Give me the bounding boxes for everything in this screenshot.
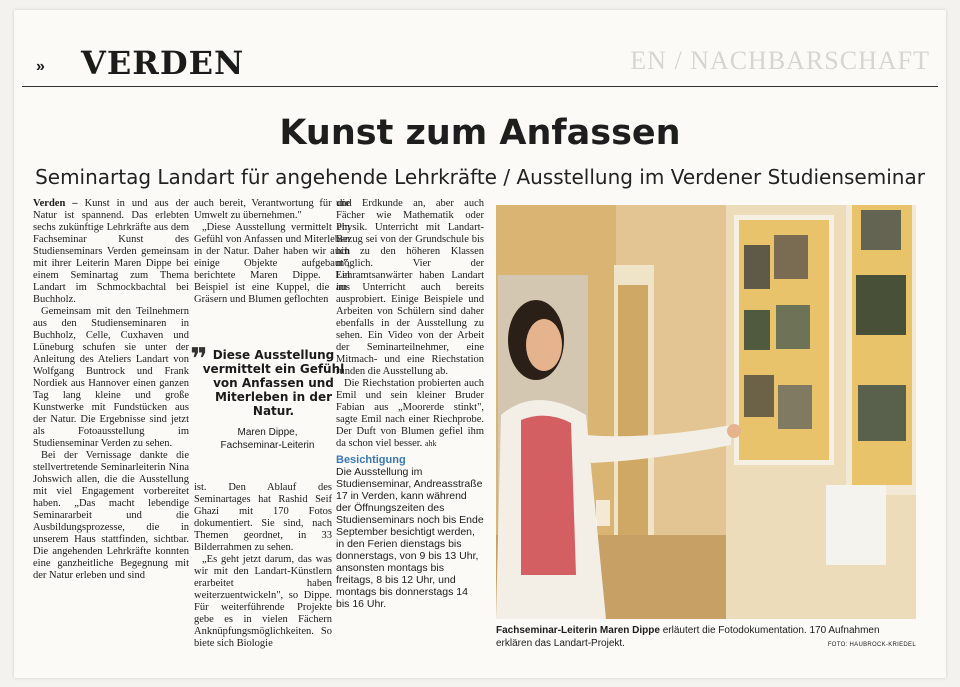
- paragraph: und Erdkunde an, aber auch Fächer wie Mathematik oder Physik. Unterricht mit Landart-Bezug sei von der Grundschule bis hin zu den höheren Klassen möglich. Vier der Lehramtsanwärter haben Landart im Unterricht auch bereits ausprobiert. Einige Beispiele und Arbeiten von Schülern sind daher ebenfalls in der Ausstellung zu sehen. Ein Video von der Arbeit der Seminarteilnehmer, eine Mitmach- und eine Riechstation runden die Ausstellung ab.: [336, 198, 484, 377]
- info-text: Die Ausstellung im Studienseminar, Andreasstraße 17 in Verden, kann während der Öffnungszeiten des Studienseminars noch bis Ende September besichtigt werden, in den Ferien dienstags bis donnerstags, von 9 bis 13 Uhr, ansonsten montags bis freitags, 8 bis 12 Uhr, und montags bis donnerstags 14 bis 16 Uhr.: [336, 466, 484, 610]
- section-title: VERDEN: [81, 44, 245, 82]
- chevron-icon: »: [36, 58, 45, 75]
- quote-author: Maren Dippe, Fachseminar-Leiterin: [220, 427, 315, 451]
- paragraph: Bei der Vernissage dankte die stellvertretende Seminarleiterin Nina Johswich allen, die die Ausstellung mit viel Engagement vorbereitet haben. „Das macht lebendige Seminararbeit und die Ausbildungsprozesse, die in unserem Haus stattfinden, sichtbar. Die angehenden Lehrkräfte konnten eine ganzheitliche Begegnung mit der Natur erleben und sind: [33, 450, 189, 581]
- paragraph: „Diese Ausstellung vermittelt ein Gefühl von Anfassen und Miterleben in der Natur. Daher haben wir auch einige Objekte aufgebaut", berichtete Maren Dippe. Ein Beispiel ist eine Kuppel, die aus Gräsern und Blumen geflochten: [194, 222, 350, 305]
- info-heading: Besichtigung: [336, 454, 406, 466]
- subheadline: Seminartag Landart für angehende Lehrkräfte / Ausstellung im Verdener Studienseminar: [35, 165, 925, 189]
- paragraph: „Es geht jetzt darum, das was wir mit den Landart-Künstlern erarbeitet haben weiterzuentwickeln", so Dippe. Für weiterführende Projekte gebe es in vielen Fächern Anknüpfungsmöglichkeiten. So biete sich Biologie: [194, 554, 332, 649]
- photo-illustration: [496, 205, 916, 619]
- section-header: [22, 38, 938, 88]
- photo-credit: FOTO: HAUBROCK-KRIEDEL: [827, 642, 916, 648]
- column-2: [194, 198, 350, 306]
- article-photo: [496, 205, 916, 619]
- pull-quote: [190, 342, 345, 452]
- header-rule: [22, 86, 938, 87]
- bleed-through-text: EN / NACHBARSCHAFT: [630, 46, 930, 75]
- paragraph: ist. Den Ablauf des Seminartages hat Rashid Seif Ghazi mit 170 Fotos dokumentiert. Sie sind, nach Themen geordnet, in 33 Bilderrahmen zu sehen.: [194, 482, 332, 553]
- paragraph: Gemeinsam mit den Teilnehmern aus den Studienseminaren in Buchholz, Celle, Cuxhaven und Lüneburg schufen sie unter der Anleitung des Ateliers Landart von Wolfgang Buntrock und Frank Nordiek aus Hannover einen ganzen Tag lang kleine und große Kunstwerke mit Fundstücken aus der Natur. Die Ergebnisse sind jetzt als Fotoausstellung im Studienseminar Verden zu sehen.: [33, 306, 189, 449]
- headline: Kunst zum Anfassen: [279, 113, 681, 153]
- paragraph: auch bereit, Verantwortung für die Umwelt zu übernehmen.": [194, 198, 350, 221]
- column-2-bottom: [194, 482, 332, 650]
- quote-text: Diese Ausstellung vermittelt ein Gefühl von Anfassen und Miterleben in der Natur.: [202, 348, 345, 418]
- column-3: [336, 198, 484, 610]
- paragraph: Verden – Kunst in und aus der Natur ist spannend. Das erlebten sechs zukünftige Lehrkräfte aus dem Fachseminar Kunst des Studienseminars Verden gemeinsam mit ihrer Leiterin Maren Dippe bei einem Seminartag zum Thema Landart im Schmockbachtal bei Buchholz.: [33, 198, 190, 305]
- photo-caption: Fachseminar-Leiterin Maren Dippe erläutert die Fotodokumentation. 170 Aufnahmen erklären das Landart-Projekt. FOTO: HAUBROCK-KRIEDEL: [496, 624, 916, 650]
- column-1: [33, 198, 189, 582]
- author-tag: ahk: [424, 439, 437, 448]
- paragraph: Die Riechstation probierten auch Emil und sein kleiner Bruder Fabian aus „Moorerde stinkt", sagte Emil nach einer Riechprobe. Der Duft von Blumen gefiel ihm da schon viel besser. ahk: [336, 378, 484, 449]
- quote-icon: ❞: [190, 342, 208, 377]
